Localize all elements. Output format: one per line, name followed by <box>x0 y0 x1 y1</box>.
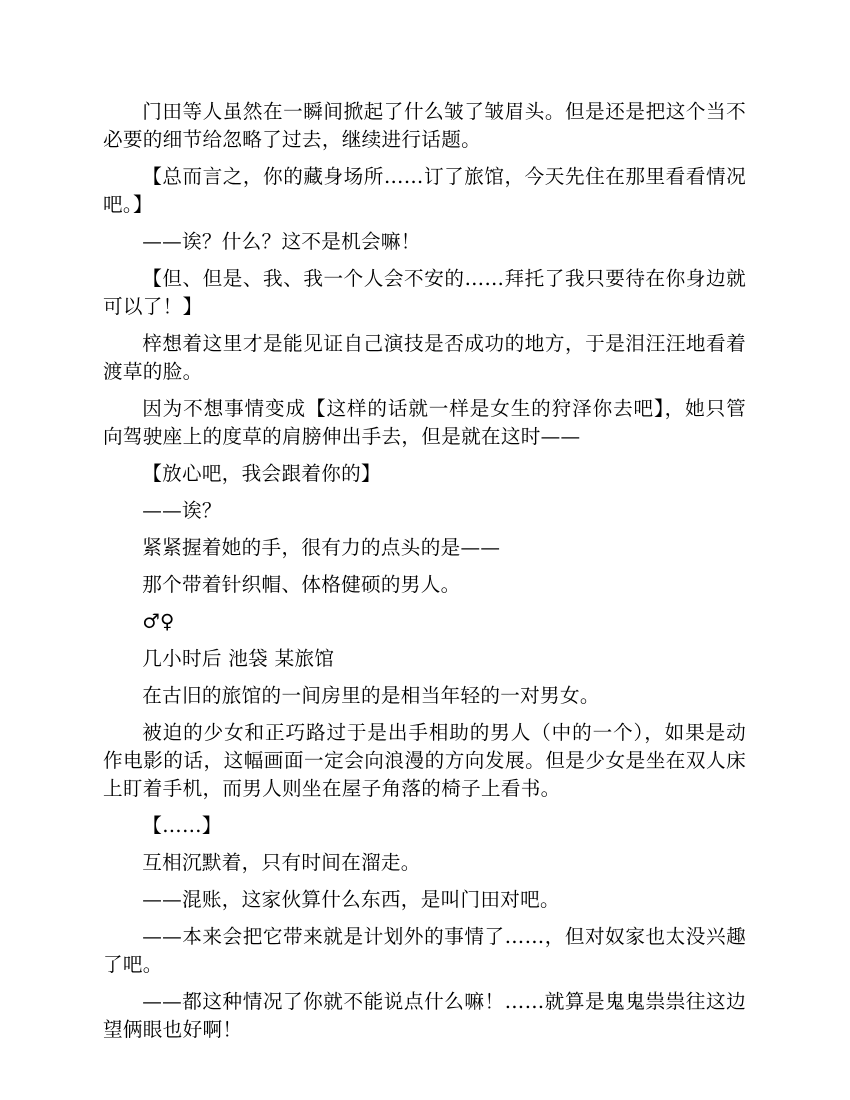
paragraph: 【总而言之，你的藏身场所……订了旅馆，今天先住在那里看看情况吧。】 <box>103 165 746 216</box>
paragraph: ——诶？ <box>142 499 222 522</box>
paragraph: ——都这种情况了你就不能说点什么嘛！……就算是鬼鬼祟祟往这边望俩眼也好啊！ <box>103 990 746 1041</box>
paragraph: 门田等人虽然在一瞬间掀起了什么皱了皱眉头。但是还是把这个当不必要的细节给忽略了过去，继续进行话题。 <box>103 100 746 151</box>
paragraph: 那个带着针织帽、体格健硕的男人。 <box>142 573 461 596</box>
paragraph: 梓想着这里才是能见证自己演技是否成功的地方，于是泪汪汪地看着渡草的脸。 <box>103 332 746 383</box>
scene-heading: 几小时后 池袋 某旅馆 <box>142 647 335 670</box>
paragraph: 互相沉默着，只有时间在溜走。 <box>142 851 421 874</box>
paragraph: 在古旧的旅馆的一间房里的是相当年轻的一对男女。 <box>142 684 600 707</box>
paragraph: ——本来会把它带来就是计划外的事情了……，但对奴家也太没兴趣了吧。 <box>103 925 746 976</box>
paragraph: 【……】 <box>142 814 222 837</box>
scene-break-symbol: ♂♀ <box>142 610 175 633</box>
paragraph: 【放心吧，我会跟着你的】 <box>142 462 381 485</box>
paragraph: 紧紧握着她的手，很有力的点头的是—— <box>142 536 501 559</box>
paragraph: 因为不想事情变成【这样的话就一样是女生的狩泽你去吧】，她只管向驾驶座上的度草的肩膀伸出手去，但是就在这时—— <box>103 397 746 448</box>
paragraph: ——诶？什么？这不是机会嘛！ <box>142 230 421 253</box>
paragraph: 【但、但是、我、我一个人会不安的……拜托了我只要待在你身边就可以了！】 <box>103 267 746 318</box>
paragraph: ——混账，这家伙算什么东西，是叫门田对吧。 <box>142 888 560 911</box>
paragraph: 被迫的少女和正巧路过于是出手相助的男人（中的一个），如果是动作电影的话，这幅画面一定会向浪漫的方向发展。但是少女是坐在双人床上盯着手机，而男人则坐在屋子角落的椅子上看书。 <box>103 721 746 800</box>
